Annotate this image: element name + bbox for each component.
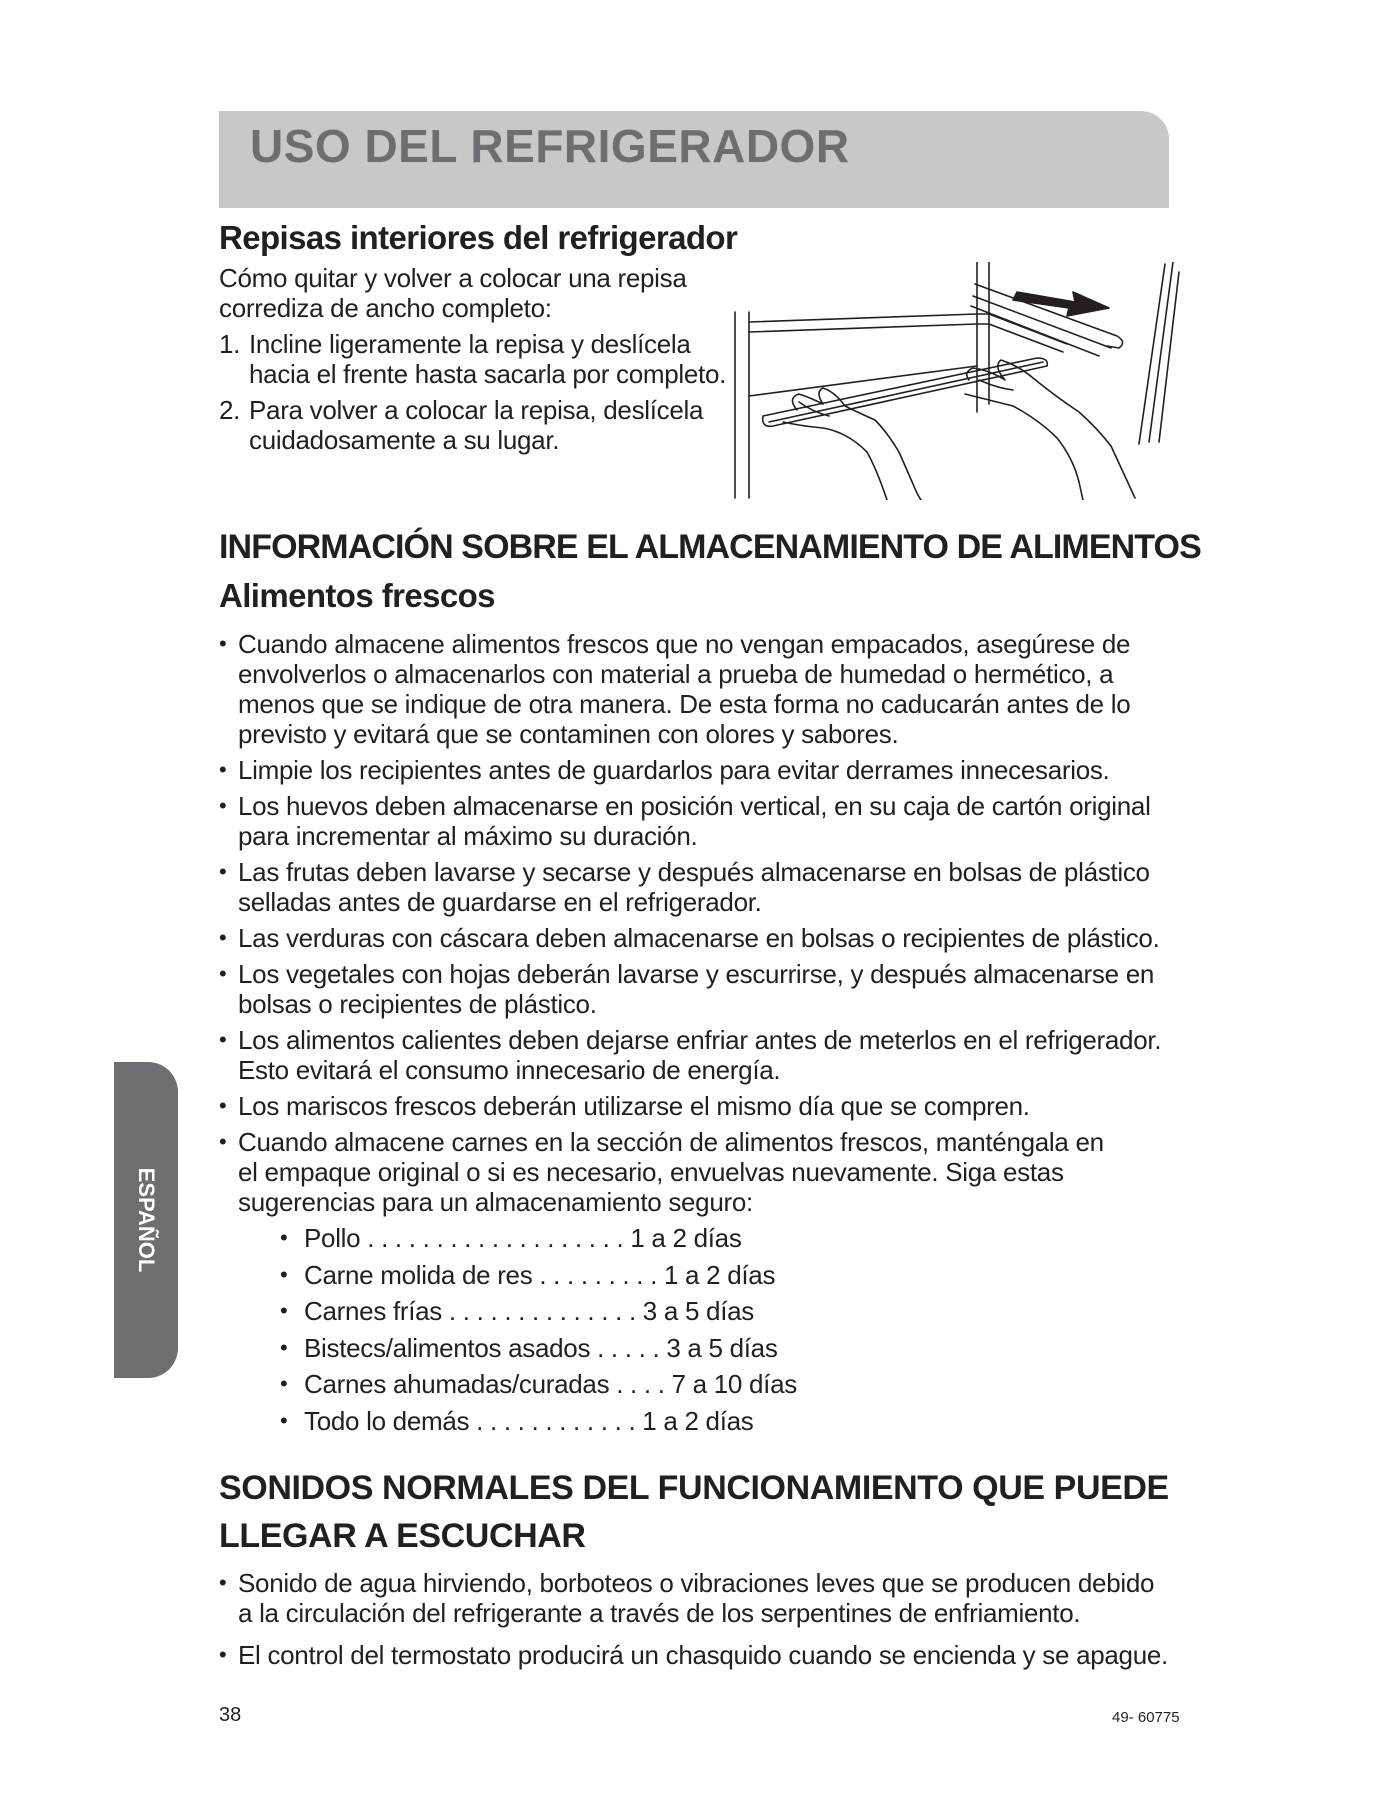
list-item-line: para incrementar al máximo su duración. bbox=[238, 821, 698, 851]
food-storage-section bbox=[219, 523, 1201, 1448]
list-item-line: • Cuando almacene alimentos frescos que no vengan empacados, asegúrese de bbox=[238, 629, 1131, 659]
list-item-line: selladas antes de guardarse en el refrigerador. bbox=[238, 887, 762, 917]
list-item-line: • Limpie los recipientes antes de guardarlos para evitar derrames innecesarios. bbox=[238, 755, 1110, 785]
list-item-line: menos que se indique de otra manera. De esta forma no caducarán antes de lo bbox=[238, 689, 1131, 719]
meat-storage-item: • Carnes frías . . . . . . . . . . . . . . 3 a 5 días bbox=[238, 1296, 1179, 1333]
sounds-section bbox=[219, 1464, 1179, 1676]
list-item-line: • Los vegetales con hojas deberán lavarse y escurrirse, y después almacenarse en bbox=[238, 959, 1155, 989]
step-number: 2. bbox=[219, 395, 241, 425]
list-item bbox=[219, 629, 1179, 749]
language-side-tab bbox=[114, 1062, 178, 1378]
list-item bbox=[219, 1568, 1179, 1628]
shelves-intro-line2: corrediza de ancho completo: bbox=[219, 293, 552, 323]
sounds-heading-line1: SONIDOS NORMALES DEL FUNCIONAMIENTO QUE PUEDE bbox=[219, 1469, 1169, 1507]
document-code: 49- 60775 bbox=[1112, 1709, 1180, 1726]
storage-heading: INFORMACIÓN SOBRE EL ALMACENAMIENTO DE ALIMENTOS bbox=[219, 528, 1201, 566]
step-item bbox=[219, 395, 739, 455]
meat-storage-item: • Todo lo demás . . . . . . . . . . . . 1 a 2 días bbox=[238, 1406, 1179, 1443]
meat-storage-item: • Carne molida de res . . . . . . . . . 1 a 2 días bbox=[238, 1260, 1179, 1297]
sounds-heading-line2: LLEGAR A ESCUCHAR bbox=[219, 1517, 586, 1555]
shelves-steps-list bbox=[219, 329, 739, 455]
page-number: 38 bbox=[219, 1704, 242, 1726]
fresh-food-subheading: Alimentos frescos bbox=[219, 577, 495, 614]
fresh-food-list bbox=[219, 629, 1179, 1442]
meat-storage-item: • Pollo . . . . . . . . . . . . . . . . . . . 1 a 2 días bbox=[238, 1223, 1179, 1260]
meat-storage-item: • Carnes ahumadas/curadas . . . . 7 a 10 días bbox=[238, 1369, 1179, 1406]
meat-storage-list bbox=[238, 1223, 1179, 1442]
language-tab-label: ESPAÑOL bbox=[134, 1167, 159, 1273]
list-item-line: • Las frutas deben lavarse y secarse y después almacenarse en bolsas de plástico bbox=[238, 857, 1150, 887]
shelves-intro-line1: Cómo quitar y volver a colocar una repisa bbox=[219, 263, 687, 293]
shelves-heading: Repisas interiores del refrigerador bbox=[219, 219, 738, 256]
list-item bbox=[219, 923, 1179, 953]
list-item bbox=[219, 755, 1179, 785]
step-text-line2: cuidadosamente a su lugar. bbox=[249, 425, 560, 455]
step-number: 1. bbox=[219, 329, 241, 359]
list-item bbox=[219, 1025, 1179, 1085]
list-item-line: • El control del termostato producirá un chasquido cuando se encienda y se apague. bbox=[238, 1640, 1168, 1670]
list-item-line: a la circulación del refrigerante a través de los serpentines de enfriamiento. bbox=[238, 1598, 1081, 1628]
list-item-line: sugerencias para un almacenamiento seguro: bbox=[238, 1187, 753, 1217]
list-item-line: Esto evitará el consumo innecesario de energía. bbox=[238, 1055, 781, 1085]
list-item-line: • Los alimentos calientes deben dejarse enfriar antes de meterlos en el refrigerador. bbox=[238, 1025, 1162, 1055]
step-text-line1: Incline ligeramente la repisa y deslícela bbox=[249, 329, 691, 359]
section-header-band bbox=[219, 111, 1169, 208]
list-item-line: envolverlos o almacenarlos con material a prueba de humedad o hermético, a bbox=[238, 659, 1114, 689]
list-item-line: • Cuando almacene carnes en la sección de alimentos frescos, manténgala en bbox=[238, 1127, 1104, 1157]
list-item bbox=[219, 1127, 1179, 1442]
list-item-line: • Sonido de agua hirviendo, borboteos o vibraciones leves que se producen debido bbox=[238, 1568, 1155, 1598]
list-item bbox=[219, 857, 1179, 917]
list-item-line: • Los huevos deben almacenarse en posición vertical, en su caja de cartón original bbox=[238, 791, 1151, 821]
list-item-line: el empaque original o si es necesario, envuelvas nuevamente. Siga estas bbox=[238, 1157, 1064, 1187]
list-item-line: • Las verduras con cáscara deben almacenarse en bolsas o recipientes de plástico. bbox=[238, 923, 1160, 953]
meat-storage-item: • Bistecs/alimentos asados . . . . . 3 a 5 días bbox=[238, 1333, 1179, 1370]
list-item bbox=[219, 791, 1179, 851]
step-text-line2: hacia el frente hasta sacarla por completo. bbox=[249, 359, 727, 389]
list-item bbox=[219, 1640, 1179, 1670]
list-item-line: • Los mariscos frescos deberán utilizarse el mismo día que se compren. bbox=[238, 1091, 1030, 1121]
page-title: USO DEL REFRIGERADOR bbox=[250, 120, 850, 172]
list-item bbox=[219, 1091, 1179, 1121]
shelves-section bbox=[219, 219, 739, 461]
step-text-line1: Para volver a colocar la repisa, deslícela bbox=[249, 395, 704, 425]
step-item bbox=[219, 329, 739, 389]
list-item bbox=[219, 959, 1179, 1019]
sounds-list bbox=[219, 1568, 1179, 1670]
list-item-line: previsto y evitará que se contaminen con olores y sabores. bbox=[238, 719, 899, 749]
shelf-removal-illustration bbox=[727, 262, 1182, 500]
list-item-line: bolsas o recipientes de plástico. bbox=[238, 989, 597, 1019]
